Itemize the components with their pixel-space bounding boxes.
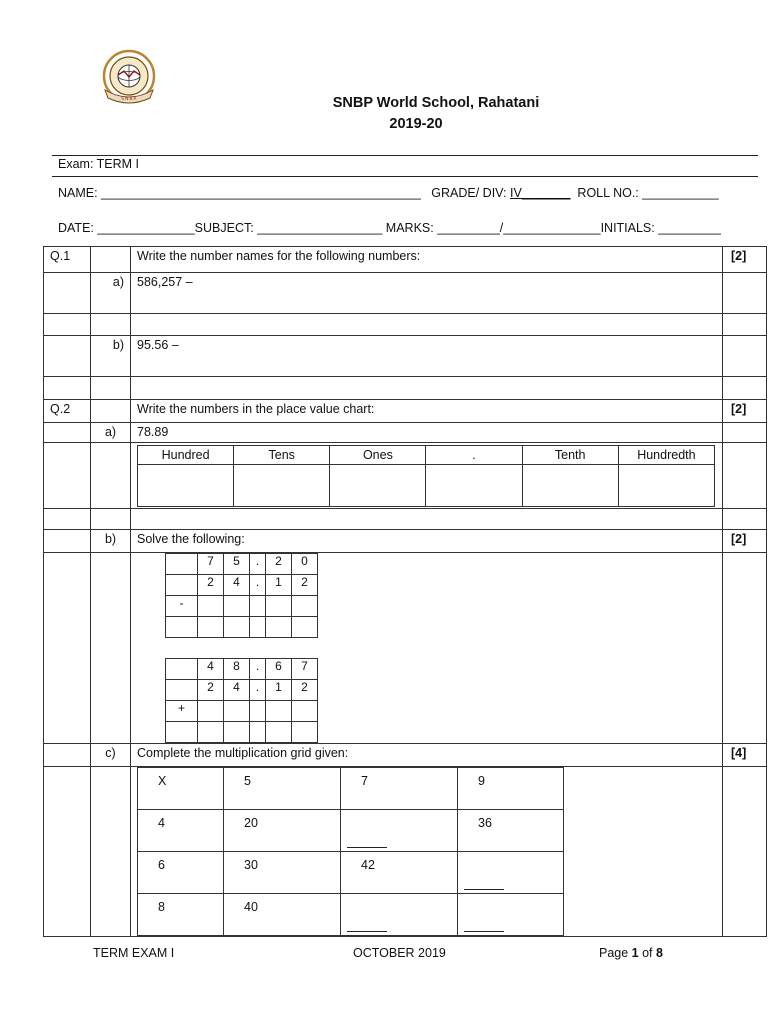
mul-value: 30 [224,852,341,894]
page-prefix: Page [599,946,632,960]
pv-header: Hundred [138,446,234,465]
multiplication-grid [137,767,564,936]
table-row [44,443,767,509]
digit-cell: 6 [266,659,292,680]
answer-blank[interactable] [464,889,504,890]
digit-cell [166,554,198,575]
digit-cell: 4 [224,575,250,596]
table-row [166,701,318,722]
table-row [44,377,767,400]
digit-cell [166,659,198,680]
digit-cell: 2 [198,575,224,596]
answer-blank[interactable] [464,931,504,932]
answer-digit-cell[interactable] [198,596,224,617]
digit-cell: 1 [266,680,292,701]
marks: [2] [723,400,767,423]
empty-cell [723,443,767,509]
table-row [44,247,767,273]
page-total: 8 [656,946,663,960]
addition-grid [165,658,318,743]
mul-header: 5 [224,768,341,810]
answer-digit-cell[interactable] [266,617,292,638]
page-number: 1 [631,946,639,960]
empty-cell [91,553,131,744]
sub-question-text: 95.56 – [137,338,179,352]
answer-digit-cell[interactable] [166,617,198,638]
mul-value: 42 [341,852,458,894]
pv-header: Ones [330,446,426,465]
pv-header: Hundredth [618,446,714,465]
answer-digit-cell[interactable] [266,701,292,722]
table-row [166,659,318,680]
pv-answer-cell[interactable] [330,465,426,507]
question-table [43,246,767,937]
answer-digit-cell[interactable] [166,722,198,743]
empty-cell [723,314,767,336]
marks: [4] [723,744,767,767]
digit-cell: 4 [198,659,224,680]
table-row [166,554,318,575]
empty-cell [131,509,723,530]
answer-digit-cell[interactable] [292,722,318,743]
answer-digit-cell[interactable] [266,596,292,617]
grade-value: IV [509,186,522,200]
empty-cell [723,423,767,443]
place-value-cell [131,443,723,509]
table-row [44,336,767,377]
answer-digit-cell[interactable] [250,701,266,722]
empty-cell [44,443,91,509]
table-row [44,553,767,744]
empty-cell [44,336,91,377]
digit-cell: 5 [224,554,250,575]
decimal-point: . [250,554,266,575]
answer-digit-cell[interactable] [266,722,292,743]
minus-sign: - [166,596,198,617]
mul-row-header: 6 [138,852,224,894]
digit-cell: 2 [198,680,224,701]
table-row [138,810,564,852]
table-row [44,767,767,937]
digit-cell [166,575,198,596]
subtraction-grid [165,553,318,638]
empty-cell [44,509,91,530]
mul-value: 40 [224,894,341,936]
page-indicator [599,946,663,960]
digit-cell: 0 [292,554,318,575]
empty-cell [91,767,131,937]
table-row [138,465,715,507]
empty-cell [91,377,131,400]
table-row [44,400,767,423]
empty-cell [44,744,91,767]
mul-row-header: 8 [138,894,224,936]
answer-cell[interactable] [131,314,723,336]
exam-label: Exam: TERM I [58,157,140,171]
table-row [44,530,767,553]
answer-cell[interactable] [131,336,723,377]
digit-cell: 1 [266,575,292,596]
digit-cell: 7 [292,659,318,680]
empty-cell [723,767,767,937]
table-row [44,273,767,314]
answer-digit-cell[interactable] [250,722,266,743]
question-number: Q.1 [44,247,91,273]
digit-cell: 2 [266,554,292,575]
pv-header: Tenth [522,446,618,465]
marks: [2] [723,530,767,553]
name-grade-line [58,186,719,200]
svg-text:S.N.B.P.: S.N.B.P. [121,96,137,101]
pv-answer-cell[interactable] [618,465,714,507]
digit-cell: 2 [292,575,318,596]
mul-value: 20 [224,810,341,852]
divider [52,176,758,177]
empty-cell [44,767,91,937]
pv-answer-cell[interactable] [522,465,618,507]
question-text: Complete the multiplication grid given: [131,744,723,767]
sub-question-label: a) [91,273,131,314]
place-value-chart [137,445,715,507]
mul-value: 36 [458,810,564,852]
mul-header: 9 [458,768,564,810]
table-row [138,894,564,936]
empty-cell [44,553,91,744]
empty-cell [723,553,767,744]
empty-cell [723,336,767,377]
table-row [44,423,767,443]
table-row [166,722,318,743]
answer-blank[interactable] [347,847,387,848]
pv-answer-cell[interactable] [426,465,522,507]
arithmetic-cell [131,553,723,744]
answer-blank[interactable] [347,931,387,932]
mul-blank-cell[interactable] [458,852,564,894]
page-of: of [638,946,656,960]
table-row [138,852,564,894]
sub-question-label: a) [91,423,131,443]
pv-answer-cell[interactable] [234,465,330,507]
empty-cell [91,400,131,423]
answer-digit-cell[interactable] [292,701,318,722]
decimal-point: . [250,575,266,596]
academic-year: 2019-20 [389,116,443,132]
mul-blank-cell[interactable] [341,810,458,852]
footer-left: TERM EXAM I [93,946,175,960]
table-row [166,617,318,638]
answer-digit-cell[interactable] [224,722,250,743]
answer-cell[interactable] [131,377,723,400]
pv-answer-cell[interactable] [138,465,234,507]
question-text: Write the numbers in the place value chart: [131,400,723,423]
empty-cell [44,423,91,443]
sub-question-label: b) [91,530,131,553]
school-name: SNBP World School, Rahatani [332,95,540,111]
mul-blank-cell[interactable] [341,894,458,936]
roll-no-field-line: ROLL NO.: ___________ [570,186,719,200]
empty-cell [723,509,767,530]
table-row [44,509,767,530]
sub-question-label: c) [91,744,131,767]
answer-digit-cell[interactable] [198,722,224,743]
answer-digit-cell[interactable] [224,701,250,722]
empty-cell [723,273,767,314]
digit-cell: 7 [198,554,224,575]
empty-cell [91,443,131,509]
empty-cell [91,509,131,530]
footer-center: OCTOBER 2019 [353,946,446,960]
name-field-line: NAME: ______________________________________________ GRADE/ DIV: [58,186,510,200]
answer-digit-cell[interactable] [250,596,266,617]
table-row [44,314,767,336]
answer-digit-cell[interactable] [224,596,250,617]
question-number: Q.2 [44,400,91,423]
digit-cell [166,680,198,701]
answer-digit-cell[interactable] [198,701,224,722]
empty-cell [44,530,91,553]
mul-header: 7 [341,768,458,810]
question-text: Write the number names for the following numbers: [131,247,723,273]
table-row [138,446,715,465]
decimal-point: . [250,680,266,701]
mul-header: X [138,768,224,810]
grade-div-field[interactable]: IV_______ [509,186,571,200]
table-row [44,744,767,767]
divider [52,155,758,156]
marks: [2] [723,247,767,273]
empty-cell [44,314,91,336]
table-row [166,680,318,701]
answer-cell[interactable] [131,273,723,314]
sub-question-text: 78.89 [131,423,723,443]
table-row [166,575,318,596]
answer-digit-cell[interactable] [292,596,318,617]
digit-cell: 8 [224,659,250,680]
empty-cell [44,377,91,400]
digit-cell: 4 [224,680,250,701]
sub-question-text: 586,257 – [137,275,193,289]
digit-cell: 2 [292,680,318,701]
answer-digit-cell[interactable] [292,617,318,638]
mul-row-header: 4 [138,810,224,852]
date-subject-line: DATE: ______________SUBJECT: __________________ MARKS: _________/______________INITIALS: _________ [58,221,721,235]
empty-cell [91,247,131,273]
pv-header: . [426,446,522,465]
table-row [166,596,318,617]
mul-blank-cell[interactable] [458,894,564,936]
empty-cell [91,314,131,336]
pv-header: Tens [234,446,330,465]
answer-digit-cell[interactable] [198,617,224,638]
plus-sign: + [166,701,198,722]
table-row [138,768,564,810]
question-text: Solve the following: [131,530,723,553]
multiplication-cell [131,767,723,937]
spacer [137,638,716,658]
answer-digit-cell[interactable] [250,617,266,638]
sub-question-label: b) [91,336,131,377]
empty-cell [723,377,767,400]
empty-cell [44,273,91,314]
decimal-point: . [250,659,266,680]
answer-digit-cell[interactable] [224,617,250,638]
